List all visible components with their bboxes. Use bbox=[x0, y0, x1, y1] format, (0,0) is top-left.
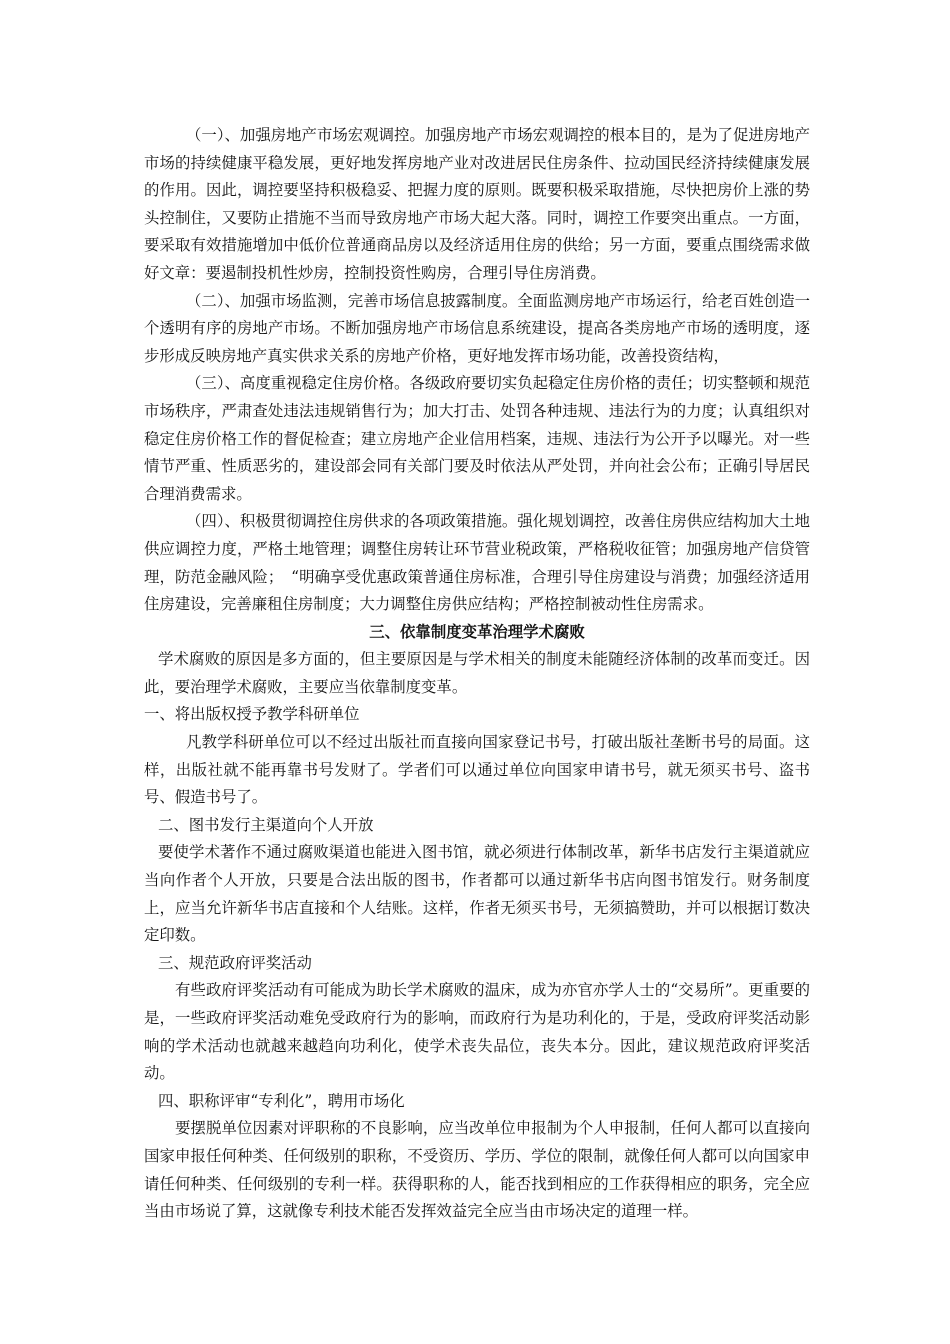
item-body-book-distribution: 要使学术著作不通过腐败渠道也能进入图书馆，就必须进行体制改革，新华书店发行主渠道就应当向作者个人开放，只要是合法出版的图书，作者都可以通过新华书店向图书馆发行。财务制度上，应当允许新华书店直接和个人结账。这样，作者无须买书号，无须搞赞助，并可以根据订数决定印数。 bbox=[144, 843, 810, 945]
item-title-book-distribution: 二、图书发行主渠道向个人开放 bbox=[158, 815, 374, 834]
paragraph-housing-macro-control: （一）、加强房地产市场宏观调控。加强房地产市场宏观调控的根本目的，是为了促进房地产市场的持续健康平稳发展，更好地发挥房地产业对改进居民住房条件、拉动国民经济持续健康发展的作用。因此，调控要坚持积极稳妥、把握力度的原则。既要积极采取措施，尽快把房价上涨的势头控制住，又要防止措施不当而导致房地产市场大起大落。同时，调控工作要突出重点。一方面，要采取有效措施增加中低价位普通商品房以及经济适用住房的供给；另一方面，要重点围绕需求做好文章：要遏制投机性炒房，控制投资性购房，合理引导住房消费。 bbox=[144, 126, 810, 282]
item-title-professional-titles: 四、职称评审“专利化”，聘用市场化 bbox=[158, 1091, 405, 1110]
document-body bbox=[144, 122, 810, 1226]
paragraph-stabilize-prices: （三）、高度重视稳定住房价格。各级政府要切实负起稳定住房价格的责任；切实整顿和规范市场秩序，严肃查处违法违规销售行为；加大打击、处罚各种违规、违法行为的力度；认真组织对稳定住房价格工作的督促检查；建立房地产企业信用档案，违规、违法行为公开予以曝光。对一些情节严重、性质恶劣的，建设部会同有关部门要及时依法从严处罚，并向社会公布；正确引导居民合理消费需求。 bbox=[144, 374, 810, 503]
item-body-publishing-rights: 凡教学科研单位可以不经过出版社而直接向国家登记书号，打破出版社垄断书号的局面。这样，出版社就不能再靠书号发财了。学者们可以通过单位向国家申请书号，就无须买书号、盗书号、假造书号了。 bbox=[144, 733, 810, 807]
item-title-government-awards: 三、规范政府评奖活动 bbox=[158, 953, 312, 972]
section-heading: 三、依靠制度变革治理学术腐败 bbox=[369, 622, 585, 641]
item-body-professional-titles: 要摆脱单位因素对评职称的不良影响，应当改单位申报制为个人申报制，任何人都可以直接向国家申报任何种类、任何级别的职称，不受资历、学历、学位的限制，就像任何人都可以向国家申请任何种类、任何级别的专利一样。获得职称的人，能否找到相应的工作获得相应的职务，完全应当由市场说了算，这就像专利技术能否发挥效益完全应当由市场决定的道理一样。 bbox=[144, 1119, 810, 1221]
item-title-publishing-rights: 一、将出版权授予教学科研单位 bbox=[144, 705, 360, 724]
section-intro: 学术腐败的原因是多方面的，但主要原因是与学术相关的制度未能随经济体制的改革而变迁。因此，要治理学术腐败，主要应当依靠制度变革。 bbox=[144, 650, 810, 696]
item-body-government-awards: 有些政府评奖活动有可能成为助长学术腐败的温床，成为亦官亦学人士的“交易所”。更重要的是，一些政府评奖活动难免受政府行为的影响，而政府行为是功利化的，于是，受政府评奖活动影响的学术活动也就越来越趋向功利化，使学术丧失品位，丧失本分。因此，建议规范政府评奖活动。 bbox=[144, 981, 810, 1083]
paragraph-market-monitoring: （二）、加强市场监测，完善市场信息披露制度。全面监测房地产市场运行，给老百姓创造一个透明有序的房地产市场。不断加强房地产市场信息系统建设，提高各类房地产市场的透明度，逐步形成反映房地产真实供求关系的房地产价格，更好地发挥市场功能，改善投资结构， bbox=[144, 291, 810, 365]
paragraph-supply-demand-policies: （四）、积极贯彻调控住房供求的各项政策措施。强化规划调控，改善住房供应结构加大土地供应调控力度，严格土地管理；调整住房转让环节营业税政策，严格税收征管；加强房地产信贷管理，防范金融风险； “明确享受优惠政策普通住房标准，合理引导住房建设与消费；加强经济适用住房建设，完善廉租住房制度；大力调整住房供应结构；严格控制被动性住房需求。 bbox=[144, 512, 810, 614]
